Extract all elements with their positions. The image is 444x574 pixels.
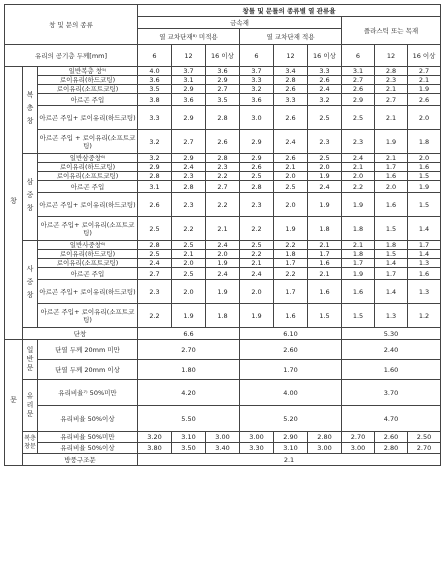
value-cell: 3.6 xyxy=(172,94,206,106)
value-cell: 2.5 xyxy=(138,217,172,241)
table-row xyxy=(5,45,441,67)
value-cell: 2.9 xyxy=(172,154,206,163)
value-cell: 1.9 xyxy=(240,304,274,328)
value-cell: 3.10 xyxy=(274,443,308,454)
value-cell: 3.00 xyxy=(342,443,375,454)
value-cell: 2.1 xyxy=(375,154,408,163)
value-cell: 2.1 xyxy=(342,163,375,172)
value-cell: 3.00 xyxy=(240,432,274,443)
value-cell: 2.8 xyxy=(138,172,172,181)
door-type: 유리비율 50%이상 xyxy=(38,406,138,432)
value-cell: 2.5 xyxy=(308,106,342,130)
value-cell: 2.6 xyxy=(408,94,441,106)
value-cell: 2.2 xyxy=(240,217,274,241)
value-cell: 1.6 xyxy=(274,304,308,328)
value-cell: 2.2 xyxy=(342,181,375,193)
table-row xyxy=(5,380,441,406)
table-row xyxy=(5,443,441,454)
value-cell: 1.3 xyxy=(375,304,408,328)
value-cell: 2.3 xyxy=(206,163,240,172)
value-cell: 2.70 xyxy=(408,443,441,454)
value-cell: 2.50 xyxy=(408,432,441,443)
value-cell: 3.2 xyxy=(138,154,172,163)
value-cell: 2.0 xyxy=(274,172,308,181)
value-cell: 2.8 xyxy=(172,181,206,193)
value-cell: 1.6 xyxy=(308,259,342,268)
value-cell: 3.30 xyxy=(240,443,274,454)
value-cell: 2.0 xyxy=(172,280,206,304)
value-cell: 2.6 xyxy=(240,163,274,172)
value-cell: 2.5 xyxy=(274,181,308,193)
table-title: 창틀 및 문틀의 종류별 열 관류율 xyxy=(138,5,441,17)
value-cell: 2.1 xyxy=(375,85,408,94)
value-cell: 2.5 xyxy=(138,250,172,259)
value-cell: 2.8 xyxy=(206,106,240,130)
table-row xyxy=(5,106,441,130)
no-break-header: 열 교차단재⁸⁾ 미적용 xyxy=(138,29,240,45)
value-cell: 1.80 xyxy=(138,360,240,380)
table-row xyxy=(5,181,441,193)
value-cell: 3.20 xyxy=(138,432,172,443)
value-cell: 1.6 xyxy=(408,268,441,280)
value-cell: 3.1 xyxy=(138,181,172,193)
category-header: 창 및 문의 종류 xyxy=(5,5,138,45)
value-cell: 4.70 xyxy=(342,406,441,432)
air-layer-label: 유리의 공기층 두께[mm] xyxy=(5,45,138,67)
value-cell: 1.9 xyxy=(308,172,342,181)
value-cell: 2.70 xyxy=(138,340,240,360)
value-cell: 3.7 xyxy=(172,67,206,76)
value-cell: 2.5 xyxy=(172,268,206,280)
value-cell: 1.6 xyxy=(375,172,408,181)
value-cell: 2.8 xyxy=(274,76,308,85)
value-cell: 1.9 xyxy=(274,217,308,241)
value-cell: 1.8 xyxy=(308,217,342,241)
value-cell: 2.2 xyxy=(274,241,308,250)
table-row xyxy=(5,217,441,241)
thickness-header: 16 이상 xyxy=(308,45,342,67)
value-cell: 3.10 xyxy=(172,432,206,443)
value-cell: 3.8 xyxy=(138,94,172,106)
value-cell: 2.3 xyxy=(172,172,206,181)
plastic-wood-header: 플라스틱 또는 목재 xyxy=(342,17,441,45)
value-cell: 2.40 xyxy=(342,340,441,360)
table-body xyxy=(5,5,441,466)
value-cell: 6.10 xyxy=(240,328,342,340)
value-cell: 2.1 xyxy=(274,163,308,172)
glass-type: 아르곤 주입+ 로이유리(하드코팅) xyxy=(38,106,138,130)
double-door-label: 복층창문 xyxy=(23,432,38,454)
value-cell: 2.7 xyxy=(138,268,172,280)
glass-type: 로이유리(소프트코팅) xyxy=(38,259,138,268)
value-cell: 3.7 xyxy=(240,67,274,76)
group-label: 복층창 xyxy=(23,67,38,154)
value-cell: 1.5 xyxy=(375,217,408,241)
value-cell: 2.60 xyxy=(240,340,342,360)
value-cell: 2.1 xyxy=(342,241,375,250)
general-door-label: 일반문 xyxy=(23,340,38,380)
value-cell: 1.7 xyxy=(342,259,375,268)
glass-type: 아르곤 주입 xyxy=(38,268,138,280)
value-cell: 1.9 xyxy=(408,85,441,94)
value-cell: 1.5 xyxy=(375,250,408,259)
value-cell: 6.6 xyxy=(138,328,240,340)
value-cell: 2.5 xyxy=(308,154,342,163)
glass-type: 로이유리(하드코팅) xyxy=(38,76,138,85)
value-cell: 2.5 xyxy=(172,241,206,250)
value-cell: 2.6 xyxy=(274,106,308,130)
value-cell: 3.6 xyxy=(138,76,172,85)
value-cell: 2.8 xyxy=(138,241,172,250)
value-cell: 2.3 xyxy=(172,193,206,217)
hinge-door-label: 방풍구조문 xyxy=(23,454,138,466)
value-cell: 2.7 xyxy=(206,181,240,193)
value-cell: 2.6 xyxy=(308,76,342,85)
value-cell: 2.9 xyxy=(342,94,375,106)
value-cell: 2.1 xyxy=(375,106,408,130)
value-cell: 3.1 xyxy=(342,67,375,76)
value-cell: 2.9 xyxy=(172,85,206,94)
door-label: 문 xyxy=(5,340,23,466)
value-cell: 1.5 xyxy=(342,304,375,328)
value-cell: 2.0 xyxy=(342,172,375,181)
table-row xyxy=(5,268,441,280)
value-cell: 2.4 xyxy=(206,268,240,280)
value-cell: 1.9 xyxy=(308,193,342,217)
table-row xyxy=(5,304,441,328)
window-label: 창 xyxy=(5,67,23,340)
value-cell: 3.2 xyxy=(138,130,172,154)
value-cell: 1.6 xyxy=(375,193,408,217)
value-cell: 2.4 xyxy=(274,130,308,154)
table-row xyxy=(5,172,441,181)
value-cell: 1.9 xyxy=(375,130,408,154)
value-cell: 2.5 xyxy=(240,241,274,250)
table-row xyxy=(5,340,441,360)
glass-type: 아르곤 주입 + 로이유리(소프트코팅) xyxy=(38,130,138,154)
value-cell: 2.7 xyxy=(408,67,441,76)
table-row xyxy=(5,360,441,380)
group-label: 사중창 xyxy=(23,241,38,328)
value-cell: 3.1 xyxy=(172,76,206,85)
value-cell: 3.3 xyxy=(308,67,342,76)
value-cell: 2.3 xyxy=(138,280,172,304)
thickness-header: 6 xyxy=(240,45,274,67)
value-cell: 1.70 xyxy=(240,360,342,380)
value-cell: 3.2 xyxy=(240,85,274,94)
value-cell: 1.6 xyxy=(342,280,375,304)
value-cell: 5.30 xyxy=(342,328,441,340)
value-cell: 2.2 xyxy=(274,268,308,280)
value-cell: 1.8 xyxy=(206,304,240,328)
value-cell: 2.9 xyxy=(240,154,274,163)
value-cell: 1.9 xyxy=(408,181,441,193)
value-cell: 5.20 xyxy=(240,406,342,432)
value-cell: 1.4 xyxy=(408,217,441,241)
value-cell: 3.2 xyxy=(308,94,342,106)
value-cell: 2.1 xyxy=(206,217,240,241)
value-cell: 1.9 xyxy=(342,268,375,280)
table-row xyxy=(5,193,441,217)
value-cell: 3.3 xyxy=(138,106,172,130)
value-cell: 2.8 xyxy=(240,181,274,193)
value-cell: 2.1 xyxy=(240,259,274,268)
value-cell: 2.1 xyxy=(308,241,342,250)
value-cell: 1.9 xyxy=(206,259,240,268)
value-cell: 1.2 xyxy=(408,304,441,328)
value-cell: 2.3 xyxy=(240,193,274,217)
value-cell: 2.7 xyxy=(172,130,206,154)
table-row xyxy=(5,328,441,340)
value-cell: 1.8 xyxy=(274,250,308,259)
value-cell: 2.0 xyxy=(274,193,308,217)
value-cell: 1.6 xyxy=(408,163,441,172)
break-header: 열 교차단재 적용 xyxy=(240,29,342,45)
u-value-table xyxy=(4,4,441,466)
value-cell: 3.3 xyxy=(240,76,274,85)
value-cell: 2.4 xyxy=(342,154,375,163)
value-cell: 2.8 xyxy=(206,154,240,163)
value-cell: 2.0 xyxy=(172,259,206,268)
value-cell: 2.2 xyxy=(240,250,274,259)
door-type: 유리비율 50%이상 xyxy=(38,443,138,454)
value-cell: 1.5 xyxy=(308,304,342,328)
value-cell: 2.7 xyxy=(342,76,375,85)
value-cell: 1.9 xyxy=(342,193,375,217)
value-cell: 4.0 xyxy=(138,67,172,76)
value-cell: 1.8 xyxy=(342,217,375,241)
value-cell: 1.9 xyxy=(172,304,206,328)
value-cell: 2.9 xyxy=(172,106,206,130)
value-cell: 2.4 xyxy=(138,259,172,268)
value-cell: 3.3 xyxy=(274,94,308,106)
glass-type: 아르곤 주입+ 로이유리(소프트코팅) xyxy=(38,217,138,241)
glass-type: 아르곤 주입 xyxy=(38,181,138,193)
glass-type: 아르곤 주입+ 로이유리(소프트코팅) xyxy=(38,304,138,328)
value-cell: 1.3 xyxy=(408,259,441,268)
value-cell: 5.50 xyxy=(138,406,240,432)
glass-type: 아르곤 주입+ 로이유리(하드코팅) xyxy=(38,193,138,217)
value-cell: 2.1 xyxy=(408,76,441,85)
value-cell: 1.4 xyxy=(408,250,441,259)
thickness-header: 6 xyxy=(138,45,172,67)
thickness-header: 16 이상 xyxy=(408,45,441,67)
value-cell: 3.40 xyxy=(206,443,240,454)
thickness-header: 12 xyxy=(375,45,408,67)
glass-type: 일반사중창⁶⁾ xyxy=(38,241,138,250)
value-cell: 1.7 xyxy=(375,268,408,280)
table-row xyxy=(5,85,441,94)
value-cell: 2.6 xyxy=(138,193,172,217)
value-cell: 3.5 xyxy=(138,85,172,94)
value-cell: 2.3 xyxy=(308,130,342,154)
value-cell: 3.5 xyxy=(206,94,240,106)
table-row xyxy=(5,67,441,76)
value-cell: 3.70 xyxy=(342,380,441,406)
value-cell: 2.6 xyxy=(274,85,308,94)
value-cell: 2.1 xyxy=(308,268,342,280)
glass-type: 일반삼중창⁶⁾ xyxy=(38,154,138,163)
glass-type: 로이유리(소프트코팅) xyxy=(38,85,138,94)
group-label: 삼중창 xyxy=(23,154,38,241)
glass-type: 아르곤 주입 xyxy=(38,94,138,106)
value-cell: 1.6 xyxy=(308,280,342,304)
value-cell: 2.3 xyxy=(342,130,375,154)
value-cell: 2.4 xyxy=(308,181,342,193)
single-window-label: 단창 xyxy=(23,328,138,340)
value-cell: 3.4 xyxy=(274,67,308,76)
value-cell: 1.8 xyxy=(375,241,408,250)
value-cell: 2.9 xyxy=(138,163,172,172)
table-row xyxy=(5,432,441,443)
value-cell: 4.00 xyxy=(240,380,342,406)
value-cell: 2.2 xyxy=(206,193,240,217)
glass-type: 로이유리(소프트코팅) xyxy=(38,172,138,181)
value-cell: 1.7 xyxy=(408,241,441,250)
thickness-header: 6 xyxy=(342,45,375,67)
thickness-header: 16 이상 xyxy=(206,45,240,67)
thickness-header: 12 xyxy=(274,45,308,67)
table-row xyxy=(5,5,441,17)
value-cell: 1.4 xyxy=(375,259,408,268)
value-cell: 1.7 xyxy=(308,250,342,259)
value-cell: 2.6 xyxy=(342,85,375,94)
value-cell: 1.4 xyxy=(375,280,408,304)
table-row xyxy=(5,163,441,172)
value-cell: 2.0 xyxy=(408,154,441,163)
value-cell: 3.00 xyxy=(206,432,240,443)
value-cell: 2.4 xyxy=(308,85,342,94)
table-row xyxy=(5,280,441,304)
glass-type: 아르곤 주입+ 로이유리(하드코팅) xyxy=(38,280,138,304)
value-cell: 3.0 xyxy=(240,106,274,130)
glass-type: 로이유리(하드코팅) xyxy=(38,250,138,259)
table-row xyxy=(5,94,441,106)
value-cell: 1.3 xyxy=(408,280,441,304)
value-cell: 2.3 xyxy=(375,76,408,85)
value-cell: 3.50 xyxy=(172,443,206,454)
table-row xyxy=(5,454,441,466)
value-cell: 2.60 xyxy=(375,432,408,443)
value-cell: 3.6 xyxy=(240,94,274,106)
value-cell: 1.5 xyxy=(408,193,441,217)
value-cell: 2.2 xyxy=(172,217,206,241)
door-type: 유리비율 50%미만 xyxy=(38,432,138,443)
glass-door-label: 유리문 xyxy=(23,380,38,432)
value-cell: 2.5 xyxy=(342,106,375,130)
document xyxy=(4,4,440,570)
value-cell: 1.8 xyxy=(408,130,441,154)
value-cell: 2.6 xyxy=(206,130,240,154)
value-cell: 1.7 xyxy=(375,163,408,172)
value-cell: 1.7 xyxy=(274,259,308,268)
door-type: 유리비율⁷⁾ 50%미만 xyxy=(38,380,138,406)
glass-type: 로이유리(하드코팅) xyxy=(38,163,138,172)
door-type: 단열 두께 20mm 이상 xyxy=(38,360,138,380)
value-cell: 2.0 xyxy=(408,106,441,130)
value-cell: 2.0 xyxy=(206,250,240,259)
value-cell: 1.7 xyxy=(274,280,308,304)
value-cell: 2.80 xyxy=(308,432,342,443)
table-row xyxy=(5,130,441,154)
value-cell: 3.80 xyxy=(138,443,172,454)
glass-type: 일반복층 창⁵⁾ xyxy=(38,67,138,76)
value-cell: 1.5 xyxy=(408,172,441,181)
value-cell: 4.20 xyxy=(138,380,240,406)
value-cell: 2.2 xyxy=(206,172,240,181)
value-cell: 2.80 xyxy=(375,443,408,454)
table-row xyxy=(5,154,441,163)
value-cell: 2.2 xyxy=(138,304,172,328)
value-cell: 2.4 xyxy=(240,268,274,280)
value-cell: 3.00 xyxy=(308,443,342,454)
value-cell: 2.6 xyxy=(274,154,308,163)
value-cell: 2.9 xyxy=(206,76,240,85)
value-cell: 2.1 xyxy=(138,454,441,466)
value-cell: 2.9 xyxy=(240,130,274,154)
table-row xyxy=(5,250,441,259)
value-cell: 1.8 xyxy=(342,250,375,259)
value-cell: 2.4 xyxy=(206,241,240,250)
value-cell: 2.0 xyxy=(240,280,274,304)
value-cell: 2.70 xyxy=(342,432,375,443)
metal-header: 금속재 xyxy=(138,17,342,29)
value-cell: 2.7 xyxy=(375,94,408,106)
value-cell: 2.0 xyxy=(375,181,408,193)
thickness-header: 12 xyxy=(172,45,206,67)
value-cell: 2.0 xyxy=(308,163,342,172)
value-cell: 2.7 xyxy=(206,85,240,94)
value-cell: 3.6 xyxy=(206,67,240,76)
value-cell: 2.4 xyxy=(172,163,206,172)
table-row xyxy=(5,241,441,250)
value-cell: 2.1 xyxy=(172,250,206,259)
table-row xyxy=(5,406,441,432)
table-row xyxy=(5,259,441,268)
door-type: 단열 두께 20mm 미만 xyxy=(38,340,138,360)
table-row xyxy=(5,76,441,85)
value-cell: 1.60 xyxy=(342,360,441,380)
value-cell: 1.9 xyxy=(206,280,240,304)
value-cell: 2.90 xyxy=(274,432,308,443)
value-cell: 2.5 xyxy=(240,172,274,181)
value-cell: 2.8 xyxy=(375,67,408,76)
